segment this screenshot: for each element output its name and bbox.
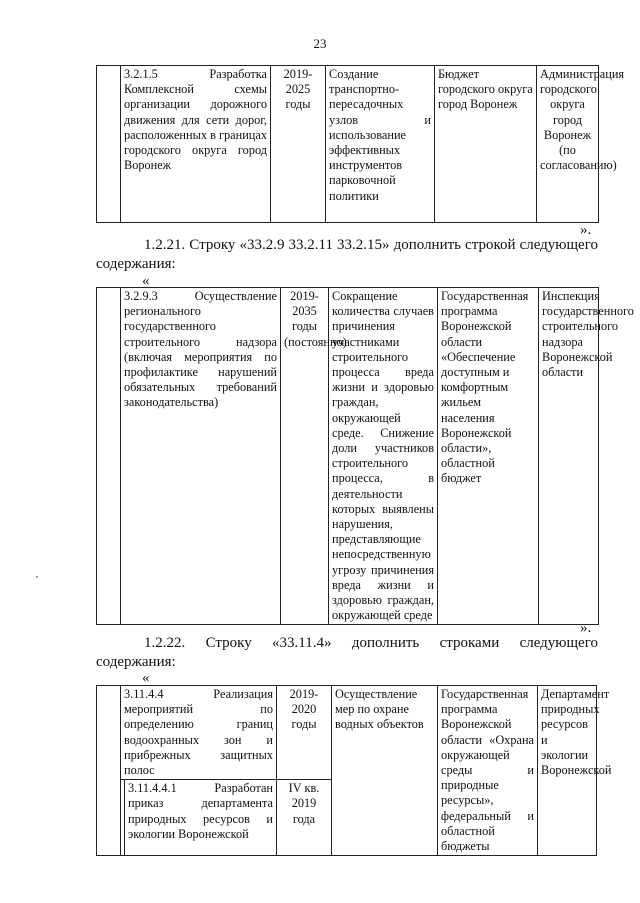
row-number-cell [97, 66, 121, 223]
executor-cell: Инспекция государственного строительного надзора Воронежской области [539, 288, 599, 625]
row-number-cell [97, 288, 121, 625]
period-cell: 2019-2035 годы (постоянно) [281, 288, 329, 625]
table-row [97, 288, 599, 625]
period-cell: IV кв. 2019 года [277, 780, 332, 856]
amendment-paragraph: 1.2.21. Строку «33.2.9 33.2.11 33.2.15» дополнить строкой следующего содержания: [96, 237, 598, 272]
table-continuation [96, 65, 625, 223]
closing-quote: ». [580, 222, 592, 238]
funding-cell: Государственная программа Воронежской области «Охрана окружающей среды и природные ресурсы», федеральный и областной бюджеты [438, 686, 538, 856]
period-cell: 2019-2025 годы [271, 66, 326, 223]
scan-speck [36, 576, 38, 578]
funding-cell: Бюджет городского округа город Воронеж [435, 66, 537, 223]
funding-cell: Государственная программа Воронежской области «Обеспечение доступным и комфортным жильем населения Воронежской области», областной бюджет [438, 288, 539, 625]
result-cell: Сокращение количества случаев причинения участниками строительного процесса вреда жизни и здоровью граждан, окружающей среде. Снижение доли участников строительного процесса, в деятельности которых выявлены нарушения, представляющие непосредственную угрозу причинения вреда жизни и здоровью граждан, окружающей среде [329, 288, 438, 625]
closing-quote: ». [580, 620, 592, 636]
executor-cell: Администрация городского округа город Воронеж (по согласованию) [537, 66, 599, 223]
opening-quote: « [142, 273, 150, 289]
measure-cell: 3.11.4.4.1 Разработан приказ департамента природных ресурсов и экологии Воронежской [125, 780, 277, 856]
measure-cell: 3.2.9.3 Осуществление регионального государственного строительного надзора (включая мероприятия по профилактике нарушений обязательных требований законодательства) [121, 288, 281, 625]
result-cell: Осуществление мер по охране водных объектов [332, 686, 438, 856]
row-number-cell [97, 686, 121, 856]
measure-cell: 3.2.1.5 Разработка Комплексной схемы организации дорожного движения для сети дорог, расположенных в границах городского округа город Воронеж [121, 66, 271, 223]
result-cell: Создание транспортно-пересадочных узлов и использование эффективных инструментов парковочной политики [326, 66, 435, 223]
period-cell: 2019-2020 годы [277, 686, 332, 780]
page-number: 23 [313, 36, 327, 51]
table-row [97, 66, 599, 223]
opening-quote: « [142, 670, 150, 686]
measure-cell: 3.11.4.4 Реализация мероприятий по определению границ водоохранных зон и прибрежных защитных полос [121, 686, 277, 780]
table-row [97, 686, 597, 780]
amendment-paragraph: 1.2.22. Строку «33.11.4» дополнить строками следующего содержания: [96, 635, 598, 670]
executor-cell: Департамент природных ресурсов и экологии Воронежской [538, 686, 597, 856]
table-addition-2 [96, 685, 612, 856]
table-addition-1 [96, 287, 634, 625]
